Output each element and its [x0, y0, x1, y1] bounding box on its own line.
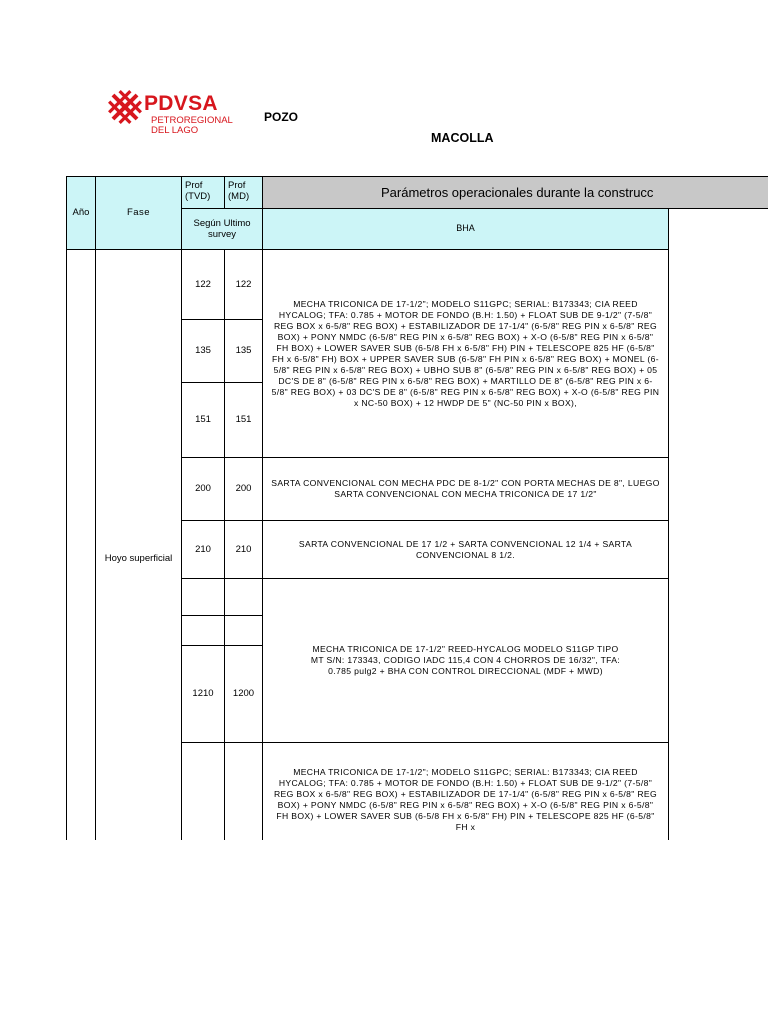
bha-cell: SARTA CONVENCIONAL DE 17 1/2 + SARTA CONVENCIONAL 12 1/4 + SARTA CONVENCIONAL 8 1/2. — [262, 520, 669, 579]
bha-cell: MECHA TRICONICA DE 17-1/2"; MODELO S11GPC; SERIAL: B173343; CIA REED HYCALOG; TFA: 0.785 + MOTOR DE FONDO (B.H: 1.50) + FLOAT SUB DE 9-1/2" (7-5/8" REG BOX x 6-5/8" REG BOX) + ESTABILIZADOR DE 17-1/4" (6-5/8" REG PIN x 6-5/8" REG BOX) + PONY NMDC (6-5/8" REG PIN x 6-5/8" REG BOX) + X-O (6-5/8" REG PIN x 6-5/8" FH BOX) + LOWER SAVER SUB (6-5/8 FH x 6-5/8" FH) PIN + TELESCOPE 825 HF (6-5/8" FH x 6-5/8" FH) BOX + UPPER SAVER SUB (6-5/8" FH PIN x 6-5/8" REG BOX) + MONEL (6-5/8" REG PIN x 6-5/8" REG BOX) + UBHO SUB 8" (6-5/8" REG PIN x 6-5/8" REG BOX) + 05 DC'S DE 8" (6-5/8" REG PIN x 6-5/8" REG BOX) + MARTILLO DE 8" (6-5/8" REG PIN x 6-5/8" REG BOX) + 03 DC'S DE 8" (6-5/8" REG PIN x 6-5/8" REG BOX) + X-O (6-5/8" REG PIN x NC-50 BOX) + 12 HWDP DE 5" (NC-50 PIN x BOX), — [262, 249, 669, 458]
md-cell: 122 — [224, 249, 263, 320]
col-header-prof-md: Prof (MD) — [224, 176, 263, 209]
bha-cell: SARTA CONVENCIONAL CON MECHA PDC DE 8-1/2" CON PORTA MECHAS DE 8", LUEGO SARTA CONVENCIONAL CON MECHA TRICONICA DE 17 1/2" — [262, 457, 669, 521]
tvd-cell — [181, 615, 225, 646]
md-cell — [224, 578, 263, 616]
tvd-cell: 135 — [181, 319, 225, 383]
brand-name: PDVSA — [144, 92, 218, 115]
bha-cell: MECHA TRICONICA DE 17-1/2"; MODELO S11GPC; SERIAL: B173343; CIA REED HYCALOG; TFA: 0.785 + MOTOR DE FONDO (B.H: 1.50) + FLOAT SUB DE 9-1/2" (7-5/8" REG BOX x 6-5/8" REG BOX) + ESTABILIZADOR DE 17-1/4" (6-5/8" REG PIN x 6-5/8" REG BOX) + PONY NMDC (6-5/8" REG PIN x 6-5/8" REG BOX) + X-O (6-5/8" REG PIN x 6-5/8" FH BOX) + LOWER SAVER SUB (6-5/8 FH x 6-5/8" FH) PIN + TELESCOPE 825 HF (6-5/8" FH x — [262, 742, 669, 840]
md-cell: 200 — [224, 457, 263, 521]
col-header-year: Año — [66, 176, 96, 250]
pozo-label: POZO — [264, 110, 299, 124]
col-header-bha: BHA — [262, 208, 669, 250]
brand-subtitle-2: DEL LAGO — [151, 125, 199, 136]
macolla-label: MACOLLA — [431, 131, 494, 145]
bha-cell: MECHA TRICONICA DE 17-1/2" REED-HYCALOG MODELO S11GP TIPO MT S/N: 173343, CODIGO IADC 115,4 CON 4 CHORROS DE 16/32", TFA: 0.785 pulg2 + BHA CON CONTROL DIRECCIONAL (MDF + MWD) — [262, 578, 669, 743]
col-header-prof-tvd: Prof (TVD) — [181, 176, 225, 209]
tvd-cell: 200 — [181, 457, 225, 521]
md-cell: 1200 — [224, 645, 263, 743]
md-cell — [224, 742, 263, 840]
md-cell — [224, 615, 263, 646]
year-cell — [66, 249, 96, 840]
tvd-cell: 1210 — [181, 645, 225, 743]
col-header-phase: Fase — [95, 176, 182, 250]
col-header-survey: Según Ultimo survey — [181, 208, 263, 250]
md-cell: 135 — [224, 319, 263, 383]
tvd-cell: 210 — [181, 520, 225, 579]
tvd-cell: 122 — [181, 249, 225, 320]
md-cell: 151 — [224, 382, 263, 458]
params-title: Parámetros operacionales durante la construcc — [262, 176, 768, 209]
tvd-cell — [181, 578, 225, 616]
md-cell: 210 — [224, 520, 263, 579]
tvd-cell — [181, 742, 225, 840]
brand-subtitle-1: PETROREGIONAL — [151, 115, 233, 126]
phase-cell: Hoyo superficial — [95, 249, 182, 840]
tvd-cell: 151 — [181, 382, 225, 458]
